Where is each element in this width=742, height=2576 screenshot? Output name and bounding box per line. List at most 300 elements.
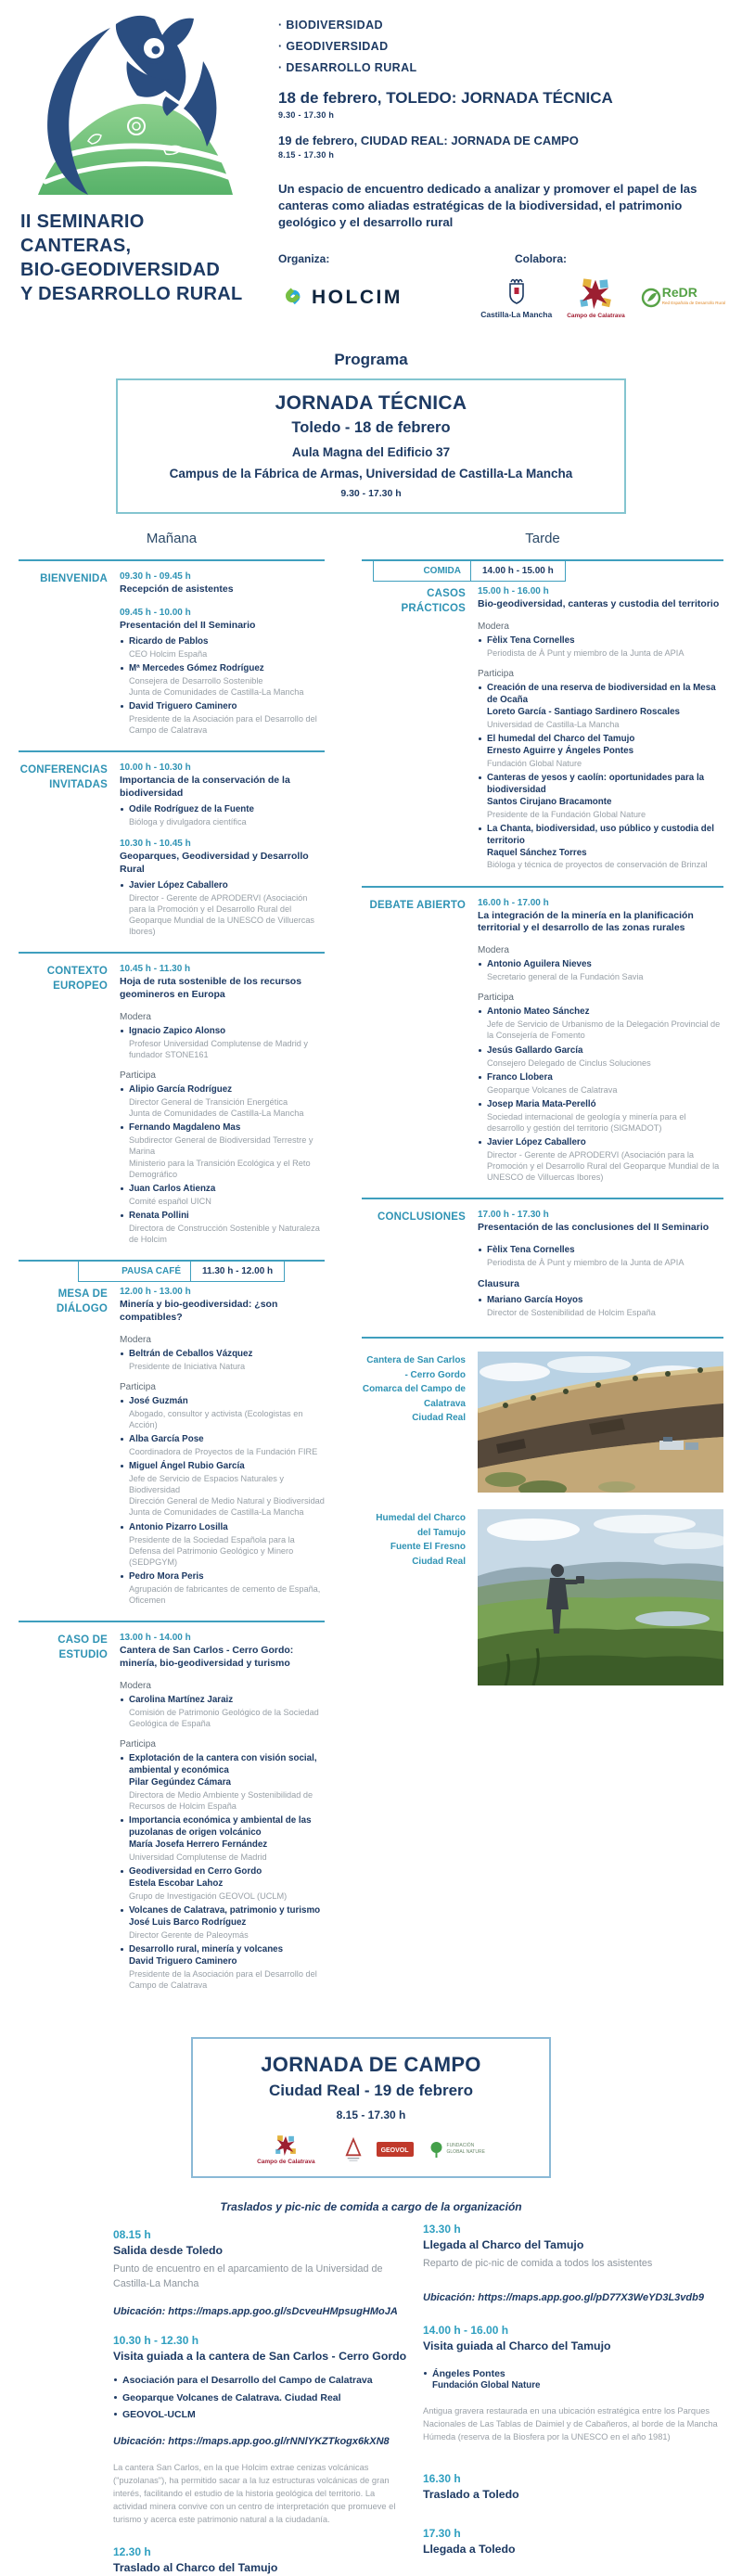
photo-block-cantera bbox=[362, 1337, 723, 1493]
ubicacion-line bbox=[113, 2436, 408, 2447]
speaker-name: Loreto García - Santiago Sardinero Roscales bbox=[487, 706, 680, 717]
section-mesa-de-dialogo bbox=[19, 1282, 325, 1621]
bullet-icon bbox=[479, 1103, 481, 1106]
photo-block-humedal bbox=[362, 1496, 723, 1685]
photo-caption-title: Humedal del Charco del Tamujo bbox=[376, 1513, 466, 1538]
speaker bbox=[120, 701, 325, 736]
quarry-photo bbox=[478, 1352, 723, 1493]
organizers-labels bbox=[278, 252, 725, 265]
ubicacion-label: Ubicación: bbox=[113, 2435, 166, 2447]
bullet-icon bbox=[479, 1076, 481, 1079]
section-body bbox=[466, 897, 723, 1184]
photo-caption-title: Cantera de San Carlos - Cerro Gordo bbox=[366, 1355, 466, 1380]
session-time: 10.45 h - 11.30 h bbox=[120, 964, 191, 975]
campo-de-calatrava-icon bbox=[273, 2134, 299, 2158]
speaker-role: Grupo de Investigación GEOVOL (UCLM) bbox=[129, 1890, 288, 1901]
speaker-name: Mª Mercedes Gómez Rodríguez bbox=[129, 662, 264, 673]
speaker-role: Consejero Delegado de Cinclus Soluciones bbox=[487, 1057, 651, 1068]
speaker-role: Periodista de À Punt y miembro de la Junta de APIA bbox=[487, 1258, 684, 1268]
geovol-logo: GEOVOL bbox=[377, 2142, 414, 2157]
jornada-tecnica-venue2: Campus de la Fábrica de Armas, Universidad de Castilla-La Mancha bbox=[169, 467, 573, 481]
photo-caption-sub: Fuente El Fresno bbox=[390, 1542, 466, 1553]
speaker-role: Junta de Comunidades de Castilla-La Mancha bbox=[129, 686, 304, 697]
section-label: MESA DE DIÁLOGO bbox=[56, 1288, 108, 1314]
topic-item bbox=[478, 683, 723, 730]
campo-time: 14.00 h - 16.00 h bbox=[423, 2323, 509, 2337]
campo-bullet bbox=[113, 2408, 408, 2421]
participa-label: Participa bbox=[120, 1070, 156, 1082]
logos-row bbox=[278, 276, 725, 319]
speaker-role: Director de Sostenibilidad de Holcim España bbox=[487, 1307, 656, 1317]
speaker-name: José Luis Barco Rodríguez bbox=[129, 1916, 247, 1928]
bullet-icon bbox=[479, 963, 481, 966]
photo-caption-sub: Ciudad Real bbox=[412, 1556, 466, 1567]
bullet-icon bbox=[121, 808, 123, 811]
campo-de-calatrava-label: Campo de Calatrava bbox=[567, 313, 625, 320]
comida-row bbox=[362, 559, 723, 582]
speaker-name: Estela Escobar Lahoz bbox=[129, 1878, 224, 1889]
campo-time: 12.30 h bbox=[113, 2544, 151, 2558]
bullet-icon bbox=[114, 2396, 117, 2399]
jornada-tecnica-subtitle: Toledo - 18 de febrero bbox=[291, 419, 451, 436]
section-body bbox=[108, 570, 325, 736]
bullet-icon bbox=[121, 1526, 123, 1529]
participa-label: Participa bbox=[120, 1381, 156, 1392]
campo-speaker bbox=[423, 2367, 722, 2390]
campo-de-calatrava-icon bbox=[576, 276, 615, 312]
schedule-columns bbox=[0, 519, 742, 2006]
holcim-wordmark: HOLCIM bbox=[312, 287, 403, 309]
jornada-campo-subtitle: Ciudad Real - 19 de febrero bbox=[268, 2082, 474, 2100]
castilla-la-mancha-shield-icon bbox=[500, 276, 533, 308]
campo-title: Traslado a Toledo bbox=[423, 2487, 519, 2501]
campo-bullet-text: Asociación para el Desarrollo del Campo de Calatrava bbox=[122, 2375, 373, 2387]
section-label: CONTEXTO EUROPEO bbox=[46, 966, 108, 992]
session-title: Recepción de asistentes bbox=[120, 583, 234, 595]
speaker-name: Pilar Gegúndez Cámara bbox=[129, 1776, 231, 1788]
campo-column-left bbox=[113, 2223, 408, 2575]
campo-bullet bbox=[113, 2374, 408, 2387]
speaker bbox=[120, 1349, 325, 1372]
bullet-icon bbox=[121, 1187, 123, 1190]
campo-speaker-name: Ángeles Pontes bbox=[432, 2367, 505, 2379]
topic-item bbox=[120, 1944, 325, 1991]
seminar-title-line: Y DESARROLLO RURAL bbox=[20, 284, 243, 304]
global-nature-label-2: GLOBAL NATURE bbox=[446, 2149, 485, 2156]
modera-group bbox=[478, 945, 723, 982]
speaker-name: Jesús Gallardo García bbox=[487, 1044, 583, 1056]
comida-label: COMIDA bbox=[374, 561, 471, 581]
jornada-tecnica-box bbox=[116, 378, 626, 514]
speaker-name: Javier López Caballero bbox=[129, 879, 228, 891]
topic-item bbox=[120, 1866, 325, 1902]
participa-group bbox=[478, 993, 723, 1183]
speaker bbox=[478, 1099, 723, 1134]
speaker-role: Dirección General de Medio Natural y Biodiversidad bbox=[129, 1496, 325, 1506]
column-manana bbox=[19, 519, 325, 2006]
campo-de-calatrava-logo bbox=[567, 276, 625, 319]
session-time: 12.00 h - 13.00 h bbox=[120, 1287, 191, 1298]
speaker-role: Coordinadora de Proyectos de la Fundación FIRE bbox=[129, 1446, 318, 1456]
topic-title: Canteras de yesos y caolín: oportunidades para la biodiversidad bbox=[487, 772, 705, 795]
seminar-title bbox=[20, 210, 242, 306]
speaker-name: Fèlix Tena Cornelles bbox=[487, 1245, 575, 1256]
participa-group bbox=[120, 1739, 325, 1991]
modera-group bbox=[478, 622, 723, 659]
section-body bbox=[108, 963, 325, 1245]
participa-label: Participa bbox=[478, 668, 514, 679]
map-link[interactable]: https://maps.app.goo.gl/rNNlYKZTkogx6kXN8 bbox=[168, 2435, 390, 2447]
castilla-la-mancha-logo bbox=[480, 276, 552, 319]
speaker-name: Fernando Magdaleno Mas bbox=[129, 1122, 241, 1134]
speaker-name: Miguel Ángel Rubio García bbox=[129, 1461, 245, 1472]
bullet-icon bbox=[121, 1088, 123, 1091]
jornada-campo-box bbox=[191, 2037, 551, 2178]
speaker-role: Bióloga y técnica de proyectos de conservación de Brinzal bbox=[487, 860, 708, 870]
wetland-photo bbox=[478, 1509, 723, 1685]
colabora-label: Colabora: bbox=[515, 252, 568, 266]
jornada-tecnica-title: JORNADA TÉCNICA bbox=[275, 392, 467, 414]
session-time: 10.30 h - 10.45 h bbox=[120, 838, 191, 849]
campo-title: Visita guiada a la cantera de San Carlos - Cerro Gordo bbox=[113, 2350, 407, 2364]
speaker bbox=[120, 1434, 325, 1457]
bullet-icon bbox=[479, 686, 481, 689]
speaker-name: David Triguero Caminero bbox=[129, 1955, 237, 1967]
castilla-la-mancha-label: Castilla-La Mancha bbox=[480, 310, 553, 320]
speaker-role: CEO Holcim España bbox=[129, 648, 208, 659]
jornada-campo-logos bbox=[202, 2134, 540, 2165]
speaker-name: Santos Cirujano Bracamonte bbox=[487, 796, 612, 807]
topic-title: Explotación de la cantera con visión social, ambiental y económica bbox=[129, 1753, 317, 1775]
photo-caption bbox=[362, 1352, 466, 1493]
bullet-icon bbox=[114, 2413, 117, 2416]
speaker-role: Directora de Construcción Sostenible y Naturaleza de Holcim bbox=[129, 1223, 320, 1244]
photo-caption-sub: Ciudad Real bbox=[412, 1413, 466, 1424]
speaker-name: Antonio Aguilera Nieves bbox=[487, 959, 592, 970]
campo-columns bbox=[0, 2217, 742, 2575]
speaker bbox=[120, 880, 325, 937]
topic-title: Geodiversidad en Cerro Gordo bbox=[129, 1866, 262, 1877]
speaker-name: Ignacio Zapico Alonso bbox=[129, 1025, 226, 1036]
section-bienvenida bbox=[19, 559, 325, 750]
campo-paragraph: La cantera San Carlos, en la que Holcim extrae cenizas volcánicas ("puzolanas"), ha permitido sacar a la luz estructuras volcánicas de gran interés, facilitando el estudio de la historia geológica del territorio. La actividad minera convive con un centro de interpretación que promueve el turismo y acerca este patrimonio natural a la ciudadanía. bbox=[113, 2462, 396, 2524]
seminar-title-line: CANTERAS, bbox=[20, 236, 132, 256]
tree-icon bbox=[429, 2141, 444, 2159]
topic-item bbox=[120, 1815, 325, 1863]
bullet-icon bbox=[121, 1126, 123, 1129]
topic-title: Volcanes de Calatrava, patrimonio y turismo bbox=[129, 1904, 321, 1916]
bullet-icon bbox=[479, 1049, 481, 1052]
speaker-role: Junta de Comunidades de Castilla-La Mancha bbox=[129, 1507, 304, 1518]
map-link[interactable]: https://maps.app.goo.gl/sDcveuHMpsugHMoJA bbox=[168, 2306, 398, 2318]
participa-group bbox=[120, 1070, 325, 1245]
speaker-role: Director - Gerente de APRODERVI (Asociación para la Promoción y el Desarrollo Rural del Geoparque Mundial de la UNESCO de Villuercas Ibores) bbox=[487, 1149, 720, 1183]
session-time: 15.00 h - 16.00 h bbox=[478, 586, 549, 596]
speaker-role: Junta de Comunidades de Castilla-La Mancha bbox=[129, 1109, 304, 1119]
speaker-role: Bióloga y divulgadora científica bbox=[129, 816, 247, 827]
speaker-role: Fundación Global Nature bbox=[487, 758, 582, 768]
speaker bbox=[120, 1084, 325, 1119]
photo-caption bbox=[362, 1509, 466, 1685]
speaker-role: Periodista de À Punt y miembro de la Junta de APIA bbox=[487, 647, 684, 658]
modera-label: Modera bbox=[478, 621, 509, 632]
speaker-role: Presidente de la Sociedad Española para la Defensa del Patrimonio Geológico y Minero (SEDPGYM) bbox=[129, 1534, 295, 1567]
speaker bbox=[120, 804, 325, 827]
session-title: Bio-geodiversidad, canteras y custodia del territorio bbox=[478, 598, 720, 609]
section-body bbox=[108, 762, 325, 937]
bullet-icon bbox=[121, 1819, 123, 1822]
modera-label: Modera bbox=[120, 1011, 151, 1022]
map-link[interactable]: https://maps.app.goo.gl/pD77X3WeYD3L3vdb9 bbox=[478, 2291, 704, 2303]
jornada-tecnica-venue1: Aula Magna del Edificio 37 bbox=[291, 445, 451, 459]
speaker-name: Alba García Pose bbox=[129, 1434, 204, 1445]
jornada-campo-title: JORNADA DE CAMPO bbox=[261, 2053, 481, 2077]
modera-label: Modera bbox=[478, 945, 509, 956]
session-time: 09.30 h - 09.45 h bbox=[120, 571, 191, 582]
redr-leaf-icon bbox=[640, 286, 662, 310]
bullet-icon bbox=[479, 1299, 481, 1301]
speaker-name: Beltrán de Ceballos Vázquez bbox=[129, 1348, 253, 1359]
topic-title: Creación de una reserva de biodiversidad en la Mesa de Ocaña bbox=[487, 682, 716, 705]
bullet-icon bbox=[121, 1214, 123, 1217]
section-casos-practicos bbox=[362, 582, 723, 886]
comida-strip bbox=[373, 561, 566, 582]
redr-logo bbox=[640, 286, 725, 310]
owl-hill-logo bbox=[23, 11, 246, 201]
campo-time: 16.30 h bbox=[423, 2471, 461, 2485]
speaker bbox=[478, 1137, 723, 1183]
manana-header: Mañana bbox=[146, 531, 198, 546]
speaker-name: Odile Rodríguez de la Fuente bbox=[129, 803, 254, 814]
seminar-title-line: BIO-GEODIVERSIDAD bbox=[20, 260, 221, 280]
speaker bbox=[120, 1695, 325, 1729]
speaker-role: Jefe de Servicio de Espacios Naturales y Biodiversidad bbox=[129, 1474, 284, 1495]
ubicacion-line bbox=[113, 2306, 408, 2317]
event2-time: 8.15 - 17.30 h bbox=[278, 150, 335, 160]
organiza-label: Organiza: bbox=[278, 252, 330, 266]
speaker bbox=[478, 1045, 723, 1069]
bullet-icon bbox=[479, 1249, 481, 1251]
speaker-name: Mariano García Hoyos bbox=[487, 1295, 583, 1306]
speaker bbox=[120, 1184, 325, 1207]
ubicacion-line bbox=[423, 2292, 722, 2303]
speaker-name: María Josefa Herrero Fernández bbox=[129, 1839, 268, 1850]
campo-desc: Reparto de pic-nic de comida a todos los asistentes bbox=[423, 2258, 653, 2270]
speaker-role: Abogado, consultor y activista (Ecologistas en Acción) bbox=[129, 1408, 303, 1429]
topic-item bbox=[120, 1753, 325, 1812]
participa-label: Participa bbox=[478, 993, 514, 1004]
topic-item: · GEODIVERSIDAD bbox=[278, 40, 389, 53]
session-title: La integración de la minería en la planificación territorial y el desarrollo de las zonas rurales bbox=[478, 909, 694, 934]
pausa-cafe-label: PAUSA CAFÉ bbox=[79, 1262, 191, 1281]
bullet-icon bbox=[121, 1438, 123, 1441]
bullet-icon bbox=[121, 705, 123, 708]
speaker-name: Raquel Sánchez Torres bbox=[487, 847, 587, 858]
bullet-icon bbox=[479, 639, 481, 642]
speaker bbox=[478, 1072, 723, 1096]
bullet-icon bbox=[479, 827, 481, 830]
section-body bbox=[108, 1286, 325, 1606]
topic-title: La Chanta, biodiversidad, uso público y custodia del territorio bbox=[487, 823, 714, 846]
speakers-group bbox=[478, 1245, 723, 1268]
speaker-role: Sociedad internacional de geología y minería para el desarrollo y gestión del territorio (SIGMADOT) bbox=[487, 1111, 686, 1133]
bullet-icon bbox=[121, 1948, 123, 1951]
holcim-icon bbox=[278, 284, 306, 312]
speaker-name: Pedro Mora Peris bbox=[129, 1570, 204, 1582]
speaker bbox=[120, 663, 325, 698]
bullet-icon bbox=[121, 1698, 123, 1701]
fundacion-global-nature-logo bbox=[429, 2141, 485, 2159]
session-title: Cantera de San Carlos - Cerro Gordo: minería, bio-geodiversidad y turismo bbox=[120, 1645, 294, 1669]
campo-column-right bbox=[423, 2223, 722, 2575]
campo-title: Visita guiada al Charco del Tamujo bbox=[423, 2339, 611, 2352]
session-title: Minería y bio-geodiversidad: ¿son compatibles? bbox=[120, 1299, 278, 1323]
bullet-icon bbox=[121, 1030, 123, 1032]
bullet-icon bbox=[479, 1141, 481, 1144]
programa-title: Programa bbox=[334, 351, 408, 368]
speaker-name: Antonio Mateo Sánchez bbox=[487, 1006, 590, 1018]
campo-de-calatrava-label: Campo de Calatrava bbox=[257, 2159, 315, 2166]
participa-group bbox=[478, 669, 723, 871]
section-caso-de-estudio bbox=[19, 1621, 325, 2006]
speaker bbox=[120, 1571, 325, 1606]
modera-group bbox=[120, 1335, 325, 1372]
session-time: 16.00 h - 17.00 h bbox=[478, 897, 549, 908]
bullet-icon bbox=[121, 1870, 123, 1873]
section-label: CASOS PRÁCTICOS bbox=[401, 588, 466, 614]
section-body bbox=[466, 1209, 723, 1318]
speaker-role: Jefe de Servicio de Urbanismo de la Delegación Provincial de la Consejería de Fomento bbox=[487, 1019, 721, 1041]
section-contexto-europeo bbox=[19, 952, 325, 1260]
speaker-role: Ministerio para la Transición Ecológica y el Reto Demográfico bbox=[129, 1158, 311, 1179]
geoparque-volcanes-logo bbox=[345, 2136, 362, 2162]
campo-time: 08.15 h bbox=[113, 2228, 151, 2242]
campo-speaker-org: Fundación Global Nature bbox=[432, 2379, 541, 2390]
speaker bbox=[120, 1522, 325, 1568]
bullet-icon bbox=[424, 2372, 427, 2375]
session-title: Presentación de las conclusiones del II Seminario bbox=[478, 1222, 710, 1234]
header bbox=[0, 0, 742, 327]
speaker bbox=[478, 959, 723, 982]
section-conclusiones bbox=[362, 1198, 723, 1333]
bullet-icon bbox=[121, 640, 123, 643]
section-label: DEBATE ABIERTO bbox=[369, 899, 466, 911]
bullet-icon bbox=[479, 1010, 481, 1013]
speaker-role: Universidad Complutense de Madrid bbox=[129, 1852, 267, 1862]
speaker-role: Directora de Medio Ambiente y Sostenibilidad de Recursos de Holcim España bbox=[129, 1789, 313, 1811]
section-label: BIENVENIDA bbox=[40, 573, 108, 584]
bullet-icon bbox=[121, 667, 123, 670]
speaker bbox=[120, 1461, 325, 1518]
bullet-icon bbox=[121, 884, 123, 887]
topic-item: · DESARROLLO RURAL bbox=[278, 61, 417, 74]
session-title: Importancia de la conservación de la biodiversidad bbox=[120, 775, 290, 800]
event2-title: 19 de febrero, CIUDAD REAL: JORNADA DE CAMPO bbox=[278, 134, 579, 147]
speaker-name: Josep Maria Mata-Perelló bbox=[487, 1098, 596, 1109]
campo-desc: Punto de encuentro en el aparcamiento de la Universidad de Castilla-La Mancha bbox=[113, 2263, 383, 2289]
topic-item bbox=[478, 773, 723, 820]
session-title: Presentación del II Seminario bbox=[120, 619, 256, 631]
speaker-role: Presidente de la Fundación Global Nature bbox=[487, 809, 646, 819]
speaker-name: Ernesto Aguirre y Ángeles Pontes bbox=[487, 745, 634, 756]
campo-title: Traslado al Charco del Tamujo bbox=[113, 2560, 278, 2574]
speaker-role: Presidente de la Asociación para el Desarrollo del Campo de Calatrava bbox=[129, 713, 317, 736]
speaker bbox=[478, 1006, 723, 1041]
event1-time: 9.30 - 17.30 h bbox=[278, 110, 335, 120]
section-body bbox=[108, 1632, 325, 1991]
campo-title: Llegada al Charco del Tamujo bbox=[423, 2238, 584, 2252]
jornada-tecnica-time: 9.30 - 17.30 h bbox=[340, 488, 402, 499]
speaker-role: Universidad de Castilla-La Mancha bbox=[487, 719, 620, 729]
speaker-role: Presidente de la Asociación para el Desarrollo del Campo de Calatrava bbox=[129, 1968, 317, 1990]
topic-item bbox=[478, 734, 723, 769]
speaker-role: Profesor Universidad Complutense de Madrid y fundador STONE161 bbox=[129, 1038, 309, 1059]
speaker-role: Subdirector General de Biodiversidad Terrestre y Marina bbox=[129, 1135, 313, 1157]
topic-item bbox=[120, 1905, 325, 1941]
section-label: CONCLUSIONES bbox=[377, 1211, 466, 1224]
speaker bbox=[120, 1396, 325, 1430]
topic-item bbox=[478, 824, 723, 871]
bullet-icon bbox=[114, 2378, 117, 2381]
global-nature-label-1: FUNDACIÓN bbox=[446, 2143, 475, 2149]
speaker-name: David Triguero Caminero bbox=[129, 700, 237, 711]
seminar-title-line: II SEMINARIO bbox=[20, 211, 145, 232]
campo-title: Salida desde Toledo bbox=[113, 2244, 223, 2258]
bullet-icon bbox=[121, 1400, 123, 1403]
speaker bbox=[478, 1295, 723, 1318]
session-time: 10.00 h - 10.30 h bbox=[120, 763, 191, 774]
jornada-campo-time: 8.15 - 17.30 h bbox=[336, 2108, 406, 2122]
speaker-name: Ricardo de Pablos bbox=[129, 635, 209, 647]
topic-item: · BIODIVERSIDAD bbox=[278, 19, 383, 32]
session-time: 17.00 h - 17.30 h bbox=[478, 1210, 549, 1221]
redr-subtitle: Red Española de Desarrollo Rural bbox=[661, 301, 725, 306]
session-title: Geoparques, Geodiversidad y Desarrollo Rural bbox=[120, 850, 309, 875]
ubicacion-label: Ubicación: bbox=[113, 2306, 166, 2318]
campo-bullet-text: GEOVOL-UCLM bbox=[122, 2408, 196, 2420]
bullet-icon bbox=[121, 1757, 123, 1760]
participa-label: Participa bbox=[120, 1739, 156, 1750]
campo-title: Llegada a Toledo bbox=[423, 2542, 516, 2556]
speaker bbox=[120, 636, 325, 660]
campo-paragraph: Antigua gravera restaurada en una ubicación estratégica entre los Parques Nacionales de Las Tablas de Daimiel y de Cabañeros, al borde de la Mancha Húmeda (reserva de la Biosfera por la UNESCO en el año 1981) bbox=[423, 2405, 718, 2441]
section-label: CASO DE ESTUDIO bbox=[58, 1634, 108, 1660]
speaker-name: Alipio García Rodríguez bbox=[129, 1084, 233, 1096]
speaker-name: Franco Llobera bbox=[487, 1071, 553, 1083]
campo-time: 17.30 h bbox=[423, 2526, 461, 2540]
event1-title: 18 de febrero, TOLEDO: JORNADA TÉCNICA bbox=[278, 89, 613, 107]
redr-wordmark: ReDR bbox=[661, 285, 697, 301]
modera-label: Modera bbox=[120, 1680, 151, 1691]
speaker-name: Renata Pollini bbox=[129, 1210, 189, 1221]
speaker-role: Comité español UICN bbox=[129, 1196, 211, 1206]
bullet-icon bbox=[479, 737, 481, 740]
speaker-role: Director Gerente de Paleoymás bbox=[129, 1929, 249, 1940]
participa-group bbox=[120, 1382, 325, 1606]
speaker-name: Antonio Pizarro Losilla bbox=[129, 1521, 228, 1532]
topic-title: Importancia económica y ambiental de las puzolanas de origen volcánico bbox=[129, 1815, 312, 1839]
speaker-name: Juan Carlos Atienza bbox=[129, 1183, 216, 1194]
modera-label: Modera bbox=[120, 1334, 151, 1345]
speaker-role: Director - Gerente de APRODERVI (Asociación para la Promoción y el Desarrollo Rural del Geoparque Mundial de la UNESCO de Villuercas Ibores) bbox=[129, 892, 315, 937]
speaker bbox=[120, 1211, 325, 1245]
speaker bbox=[478, 635, 723, 659]
bullet-icon bbox=[479, 776, 481, 779]
section-body bbox=[466, 585, 723, 871]
holcim-logo bbox=[278, 284, 480, 312]
campo-bullet-text: Geoparque Volcanes de Calatrava. Ciudad Real bbox=[122, 2391, 341, 2403]
clausura-group bbox=[478, 1278, 723, 1318]
